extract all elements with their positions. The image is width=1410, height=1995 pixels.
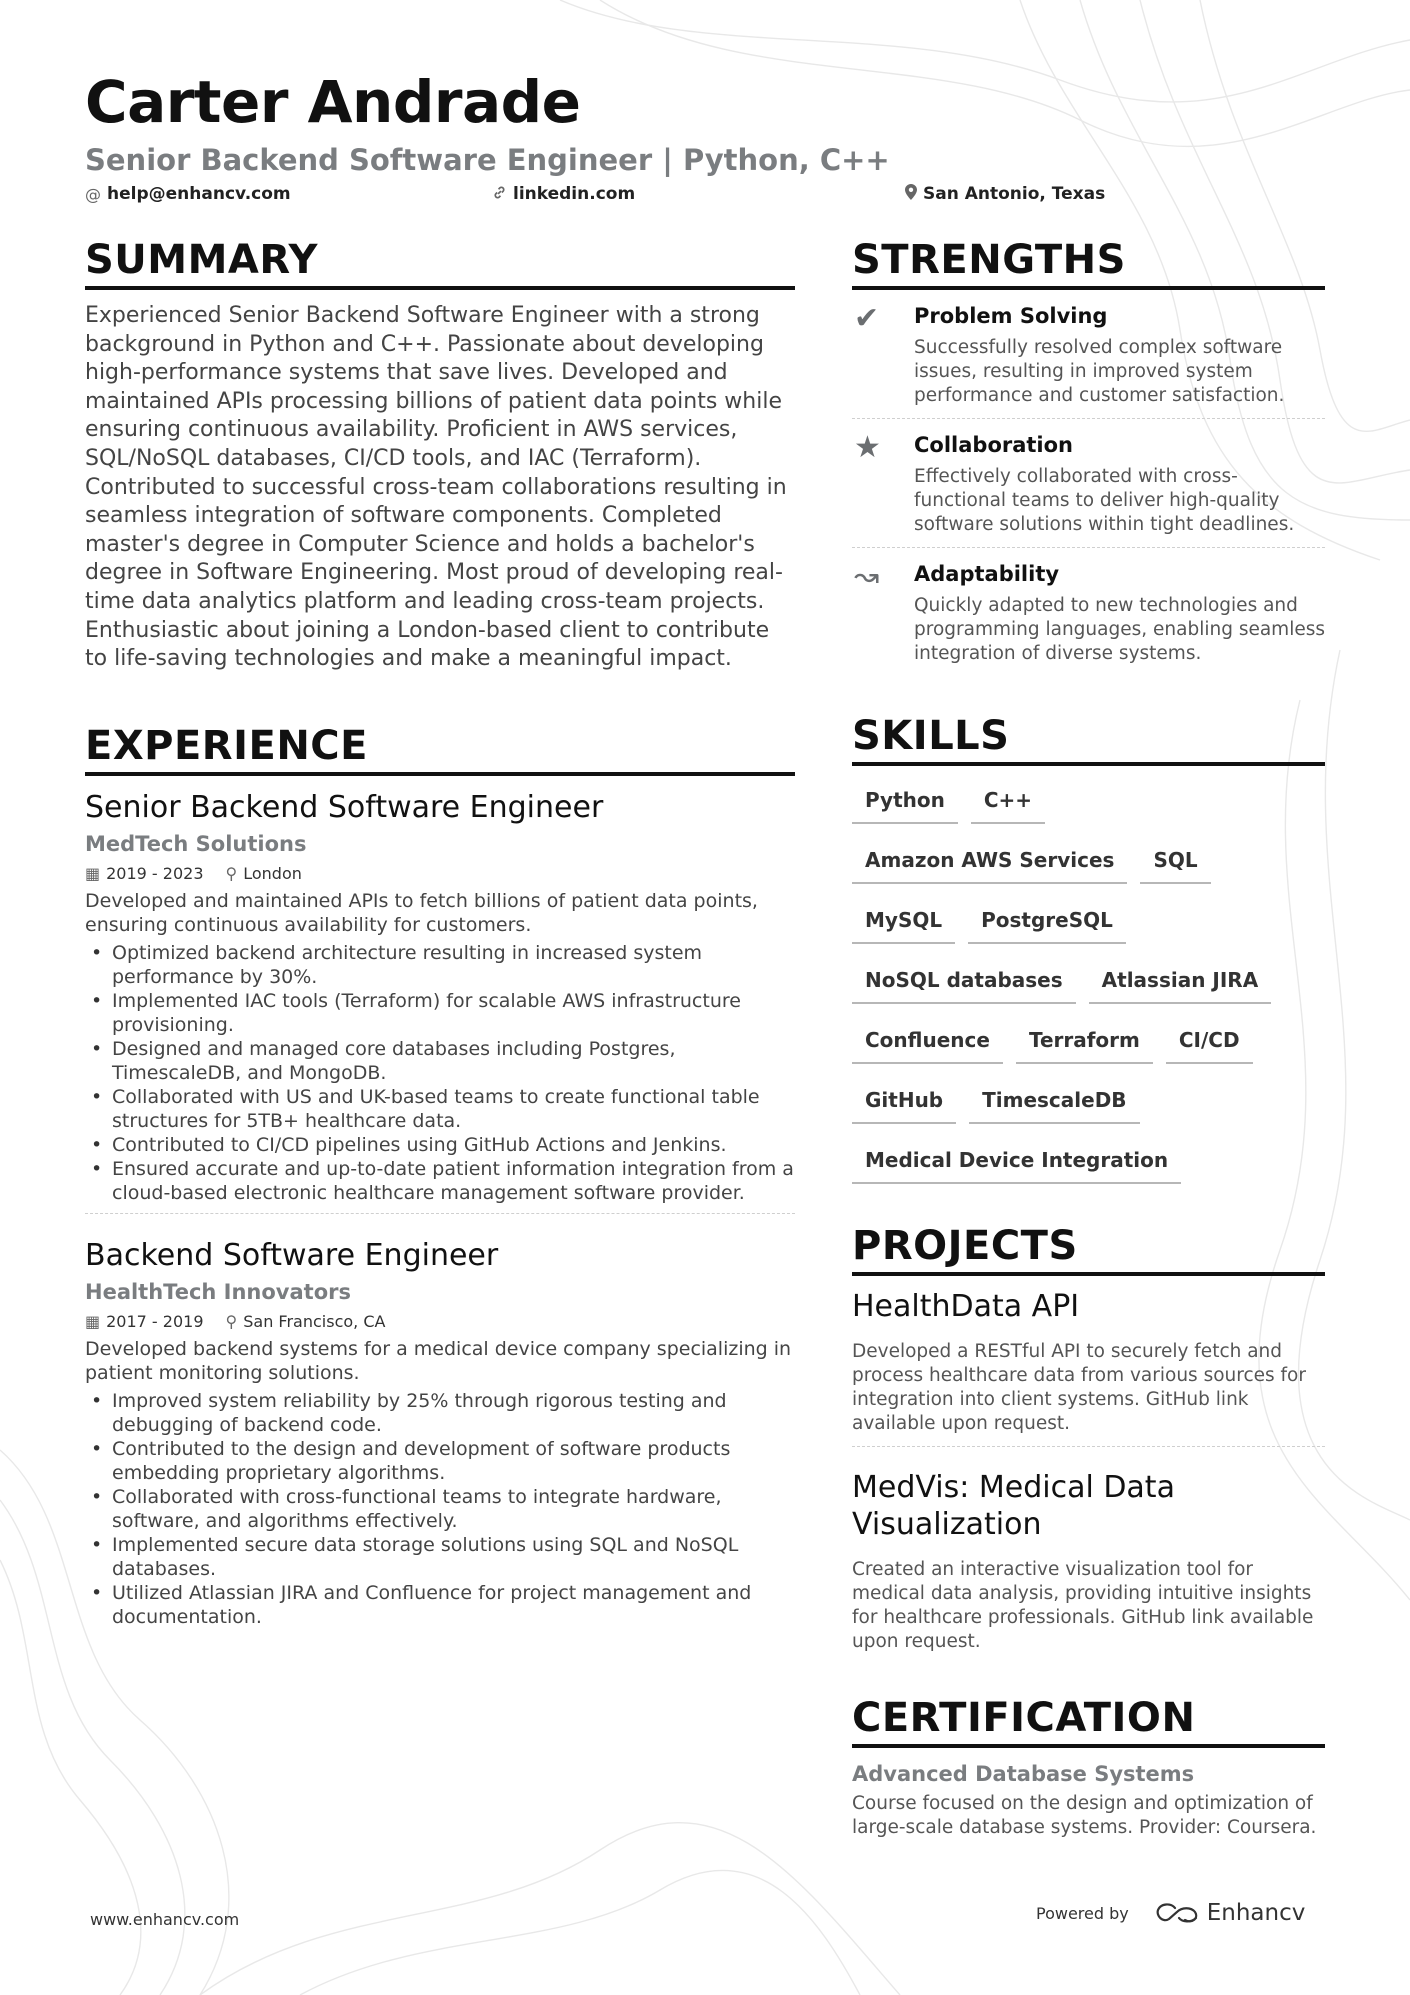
job-dates: 2019 - 2023	[106, 863, 204, 883]
certification-description: Course focused on the design and optimization of large-scale database systems. Provider: Coursera.	[852, 1792, 1317, 1838]
skill-tag: C++	[971, 780, 1045, 824]
contact-email[interactable]	[85, 184, 291, 204]
job-company: HealthTech Innovators	[85, 1279, 351, 1304]
footer-website[interactable]: www.enhancv.com	[90, 1910, 240, 1929]
strength-description: Successfully resolved complex software issues, resulting in improved system performance and customer satisfaction.	[914, 337, 1285, 406]
map-pin-icon	[905, 184, 917, 204]
skills-section	[852, 714, 1325, 1200]
brand-name: Enhancv	[1206, 1900, 1306, 1926]
strength-title: Adaptability	[914, 562, 1060, 586]
job-entry	[85, 790, 795, 1213]
contact-location	[905, 184, 1105, 204]
summary-section	[85, 238, 795, 674]
job-bullet: • Collaborated with US and UK-based teams to create functional table structures for 5TB+ healthcare data.	[85, 1085, 795, 1133]
projects-section	[852, 1224, 1325, 1664]
skill-tag: SQL	[1140, 840, 1210, 884]
strength-description: Effectively collaborated with cross-functional teams to deliver high-quality software solutions within tight deadlines.	[914, 466, 1295, 535]
job-bullets	[85, 941, 795, 1205]
job-meta	[85, 864, 795, 883]
map-pin-icon: ⚲	[225, 863, 238, 883]
job-description: Developed backend systems for a medical device company specializing in patient monitoring solutions.	[85, 1337, 792, 1384]
job-dates-wrap	[85, 1312, 204, 1331]
certification-name: Advanced Database Systems	[852, 1761, 1195, 1786]
skill-tag: Medical Device Integration	[852, 1140, 1181, 1184]
footer-branding	[1036, 1900, 1305, 1926]
project-description: Created an interactive visualization tool for medical data analysis, providing intuitive insights for healthcare professionals. GitHub link available upon request.	[852, 1558, 1314, 1652]
job-dates: 2017 - 2019	[106, 1311, 204, 1331]
strengths-section	[852, 238, 1325, 676]
job-location-wrap	[226, 864, 302, 883]
at-icon: @	[85, 184, 101, 204]
job-bullet: • Improved system reliability by 25% through rigorous testing and debugging of backend code.	[85, 1389, 795, 1437]
skill-tag: Confluence	[852, 1020, 1003, 1064]
skills-list	[852, 780, 1325, 1200]
candidate-name: Carter Andrade	[85, 68, 581, 136]
job-bullet: • Optimized backend architecture resulting in increased system performance by 30%.	[85, 941, 795, 989]
certification-heading: CERTIFICATION	[852, 1696, 1325, 1748]
skill-tag: Python	[852, 780, 958, 824]
skill-tag: CI/CD	[1166, 1020, 1253, 1064]
strength-item	[852, 290, 1325, 419]
map-pin-icon: ⚲	[225, 1311, 238, 1331]
summary-heading: SUMMARY	[85, 238, 795, 290]
enhancv-logo[interactable]	[1155, 1900, 1306, 1926]
left-column	[85, 238, 795, 1637]
check-icon: ✔	[854, 301, 880, 336]
job-location: San Francisco, CA	[243, 1311, 386, 1331]
job-bullet: • Implemented IAC tools (Terraform) for scalable AWS infrastructure provisioning.	[85, 989, 795, 1037]
enhancv-logo-icon	[1155, 1902, 1201, 1924]
strength-item	[852, 548, 1325, 676]
job-bullet: • Contributed to CI/CD pipelines using GitHub Actions and Jenkins.	[85, 1133, 795, 1157]
experience-section	[85, 724, 795, 1637]
email-text: help@enhancv.com	[107, 184, 291, 204]
project-description: Developed a RESTful API to securely fetch and process healthcare data from various sources for integration into client systems. GitHub link available upon request.	[852, 1340, 1306, 1434]
job-title: Senior Backend Software Engineer	[85, 789, 604, 825]
star-icon: ★	[854, 430, 881, 465]
link-icon	[492, 185, 507, 204]
skill-tag: PostgreSQL	[968, 900, 1126, 944]
contact-linkedin[interactable]	[492, 184, 635, 204]
candidate-headline: Senior Backend Software Engineer | Python, C++	[85, 143, 890, 177]
job-company: MedTech Solutions	[85, 831, 307, 856]
skill-tag: TimescaleDB	[969, 1080, 1139, 1124]
skill-tag: NoSQL databases	[852, 960, 1076, 1004]
strength-title: Collaboration	[914, 433, 1074, 457]
certification-section	[852, 1696, 1325, 1840]
job-bullet: • Implemented secure data storage solutions using SQL and NoSQL databases.	[85, 1533, 795, 1581]
calendar-icon: ▦	[85, 1311, 101, 1331]
project-item	[852, 1446, 1325, 1664]
right-column	[852, 238, 1325, 1840]
skill-tag: GitHub	[852, 1080, 956, 1124]
job-bullet: • Contributed to the design and development of software products embedding proprietary algorithms.	[85, 1437, 795, 1485]
skill-tag: MySQL	[852, 900, 955, 944]
job-bullet: • Collaborated with cross-functional teams to integrate hardware, software, and algorithms effectively.	[85, 1485, 795, 1533]
summary-text: Experienced Senior Backend Software Engineer with a strong background in Python and C++. Passionate about developing high-performance systems that save lives. Developed and maintained APIs processing billions of patient data points while ensuring continuous availability. Proficient in AWS services, SQL/NoSQL databases, CI/CD tools, and IAC (Terraform). Contributed to successful cross-team collaborations resulting in seamless integration of software components. Completed master's degree in Computer Science and holds a bachelor's degree in Software Engineering. Most proud of developing real-time data analytics platform and leading cross-team projects. Enthusiastic about joining a London-based client to contribute to life-saving technologies and make a meaningful impact.	[85, 303, 787, 672]
calendar-icon: ▦	[85, 863, 101, 883]
strengths-heading: STRENGTHS	[852, 238, 1325, 290]
projects-heading: PROJECTS	[852, 1224, 1325, 1276]
project-item	[852, 1288, 1325, 1446]
job-bullet: • Utilized Atlassian JIRA and Confluence for project management and documentation.	[85, 1581, 795, 1629]
project-title: HealthData API	[852, 1289, 1080, 1324]
linkedin-text: linkedin.com	[513, 184, 636, 204]
skill-tag: Terraform	[1016, 1020, 1153, 1064]
experience-heading: EXPERIENCE	[85, 724, 795, 776]
job-location: London	[243, 863, 302, 883]
job-meta	[85, 1312, 795, 1331]
skill-tag: Amazon AWS Services	[852, 840, 1127, 884]
contact-bar	[85, 184, 1325, 208]
powered-by-text: Powered by	[1036, 1903, 1129, 1923]
project-title: MedVis: Medical Data Visualization	[852, 1469, 1175, 1542]
adaptability-icon: ↝	[854, 559, 880, 594]
job-dates-wrap	[85, 864, 204, 883]
job-entry	[85, 1213, 795, 1637]
job-title: Backend Software Engineer	[85, 1237, 499, 1273]
skills-heading: SKILLS	[852, 714, 1325, 766]
strength-description: Quickly adapted to new technologies and programming languages, enabling seamless integration of diverse systems.	[914, 595, 1326, 664]
strength-item	[852, 419, 1325, 548]
strength-title: Problem Solving	[914, 304, 1108, 328]
job-description: Developed and maintained APIs to fetch billions of patient data points, ensuring continuous availability for customers.	[85, 889, 758, 936]
skill-tag: Atlassian JIRA	[1089, 960, 1272, 1004]
job-bullets	[85, 1389, 795, 1629]
location-text: San Antonio, Texas	[923, 184, 1106, 204]
job-bullet: • Ensured accurate and up-to-date patient information integration from a cloud-based electronic healthcare management software provider.	[85, 1157, 795, 1205]
job-bullet: • Designed and managed core databases including Postgres, TimescaleDB, and MongoDB.	[85, 1037, 795, 1085]
job-location-wrap	[226, 1312, 386, 1331]
